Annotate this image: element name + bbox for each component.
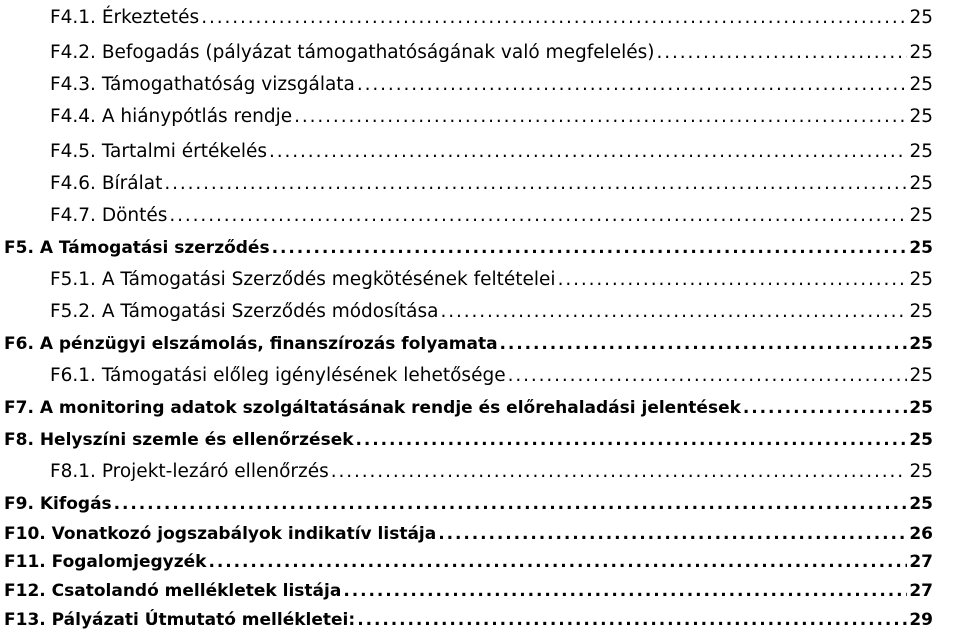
toc-entry-page: 25 bbox=[909, 42, 933, 63]
toc-entry[interactable] bbox=[4, 604, 933, 636]
toc-entry[interactable] bbox=[4, 328, 933, 360]
dot-leader bbox=[356, 424, 908, 456]
toc-entry-page: 25 bbox=[909, 398, 933, 418]
dot-leader bbox=[440, 296, 907, 328]
toc-entry-title: F9. Kifogás bbox=[4, 494, 112, 514]
toc-entry-page: 25 bbox=[909, 205, 933, 226]
toc-entry-title: F5.1. A Támogatási Szerződés megkötésének feltételei bbox=[50, 269, 556, 290]
dot-leader bbox=[656, 37, 907, 69]
toc-entry[interactable] bbox=[50, 168, 933, 200]
toc-entry[interactable] bbox=[50, 360, 933, 392]
toc-entry-title: F4.7. Döntés bbox=[50, 205, 168, 226]
toc-entry[interactable] bbox=[4, 424, 933, 456]
toc-entry[interactable] bbox=[50, 69, 933, 101]
toc-entry-page: 27 bbox=[909, 552, 933, 572]
toc-entry-page: 25 bbox=[909, 494, 933, 514]
dot-leader bbox=[743, 392, 907, 424]
toc-entry-page: 25 bbox=[909, 301, 933, 322]
toc-entry-title: F6.1. Támogatási előleg igénylésének lehetősége bbox=[50, 365, 506, 386]
toc-entry-page: 25 bbox=[909, 430, 933, 450]
toc-entry-title: F13. Pályázati Útmutató mellékletei: bbox=[4, 610, 356, 630]
dot-leader bbox=[269, 136, 907, 168]
toc-entry[interactable] bbox=[4, 546, 933, 578]
dot-leader bbox=[272, 232, 908, 264]
toc-entry[interactable] bbox=[4, 488, 933, 520]
toc-entry-title: F4.4. A hiánypótlás rendje bbox=[50, 106, 293, 127]
toc-entry-page: 25 bbox=[909, 106, 933, 127]
toc-entry[interactable] bbox=[50, 2, 933, 34]
toc-entry[interactable] bbox=[50, 200, 933, 232]
toc-entry[interactable] bbox=[4, 575, 933, 607]
toc-entry-page: 27 bbox=[909, 581, 933, 601]
toc-entry[interactable] bbox=[4, 232, 933, 264]
toc-entry-title: F10. Vonatkozó jogszabályok indikatív listája bbox=[4, 524, 437, 544]
toc-entry[interactable] bbox=[4, 392, 933, 424]
dot-leader bbox=[114, 488, 908, 520]
toc-entry-title: F4.3. Támogathatóság vizsgálata bbox=[50, 74, 355, 95]
toc-entry[interactable] bbox=[50, 456, 933, 488]
toc-entry-page: 25 bbox=[909, 334, 933, 354]
toc-entry-page: 25 bbox=[909, 461, 933, 482]
toc-entry-page: 25 bbox=[909, 173, 933, 194]
toc-entry[interactable] bbox=[50, 296, 933, 328]
dot-leader bbox=[294, 101, 907, 133]
toc-entry-page: 25 bbox=[909, 238, 933, 258]
toc-entry-page: 25 bbox=[909, 141, 933, 162]
toc-entry-title: F4.5. Tartalmi értékelés bbox=[50, 141, 267, 162]
toc-entry-title: F11. Fogalomjegyzék bbox=[4, 552, 207, 572]
toc-entry[interactable] bbox=[50, 264, 933, 296]
toc-entry-page: 26 bbox=[909, 524, 933, 544]
toc-entry-title: F5. A Támogatási szerződés bbox=[4, 238, 270, 258]
toc-entry-page: 25 bbox=[909, 365, 933, 386]
dot-leader bbox=[558, 264, 908, 296]
dot-leader bbox=[208, 546, 907, 578]
dot-leader bbox=[508, 360, 908, 392]
dot-leader bbox=[500, 328, 908, 360]
dot-leader bbox=[357, 69, 908, 101]
toc-entry-title: F8.1. Projekt-lezáró ellenőrzés bbox=[50, 461, 329, 482]
toc-entry-title: F8. Helyszíni szemle és ellenőrzések bbox=[4, 430, 354, 450]
toc-entry[interactable] bbox=[50, 136, 933, 168]
toc-entry-title: F6. A pénzügyi elszámolás, finanszírozás folyamata bbox=[4, 334, 498, 354]
toc-entry[interactable] bbox=[50, 37, 933, 69]
toc-entry-title: F4.1. Érkeztetés bbox=[50, 7, 200, 28]
dot-leader bbox=[357, 604, 907, 636]
toc-entry-title: F7. A monitoring adatok szolgáltatásának rendje és előrehaladási jelentések bbox=[4, 398, 741, 418]
dot-leader bbox=[201, 2, 907, 34]
toc-entry-title: F4.2. Befogadás (pályázat támogathatóságának való megfelelés) bbox=[50, 42, 655, 63]
toc-entry-page: 25 bbox=[909, 7, 933, 28]
toc-entry-page: 25 bbox=[909, 74, 933, 95]
toc-entry-page: 25 bbox=[909, 269, 933, 290]
dot-leader bbox=[169, 200, 907, 232]
toc-entry-title: F5.2. A Támogatási Szerződés módosítása bbox=[50, 301, 439, 322]
toc-entry-title: F4.6. Bírálat bbox=[50, 173, 163, 194]
toc-entry-title: F12. Csatolandó mellékletek listája bbox=[4, 581, 342, 601]
dot-leader bbox=[331, 456, 908, 488]
toc-entry-page: 29 bbox=[909, 610, 933, 630]
dot-leader bbox=[343, 575, 907, 607]
dot-leader bbox=[164, 168, 907, 200]
toc-entry[interactable] bbox=[50, 101, 933, 133]
